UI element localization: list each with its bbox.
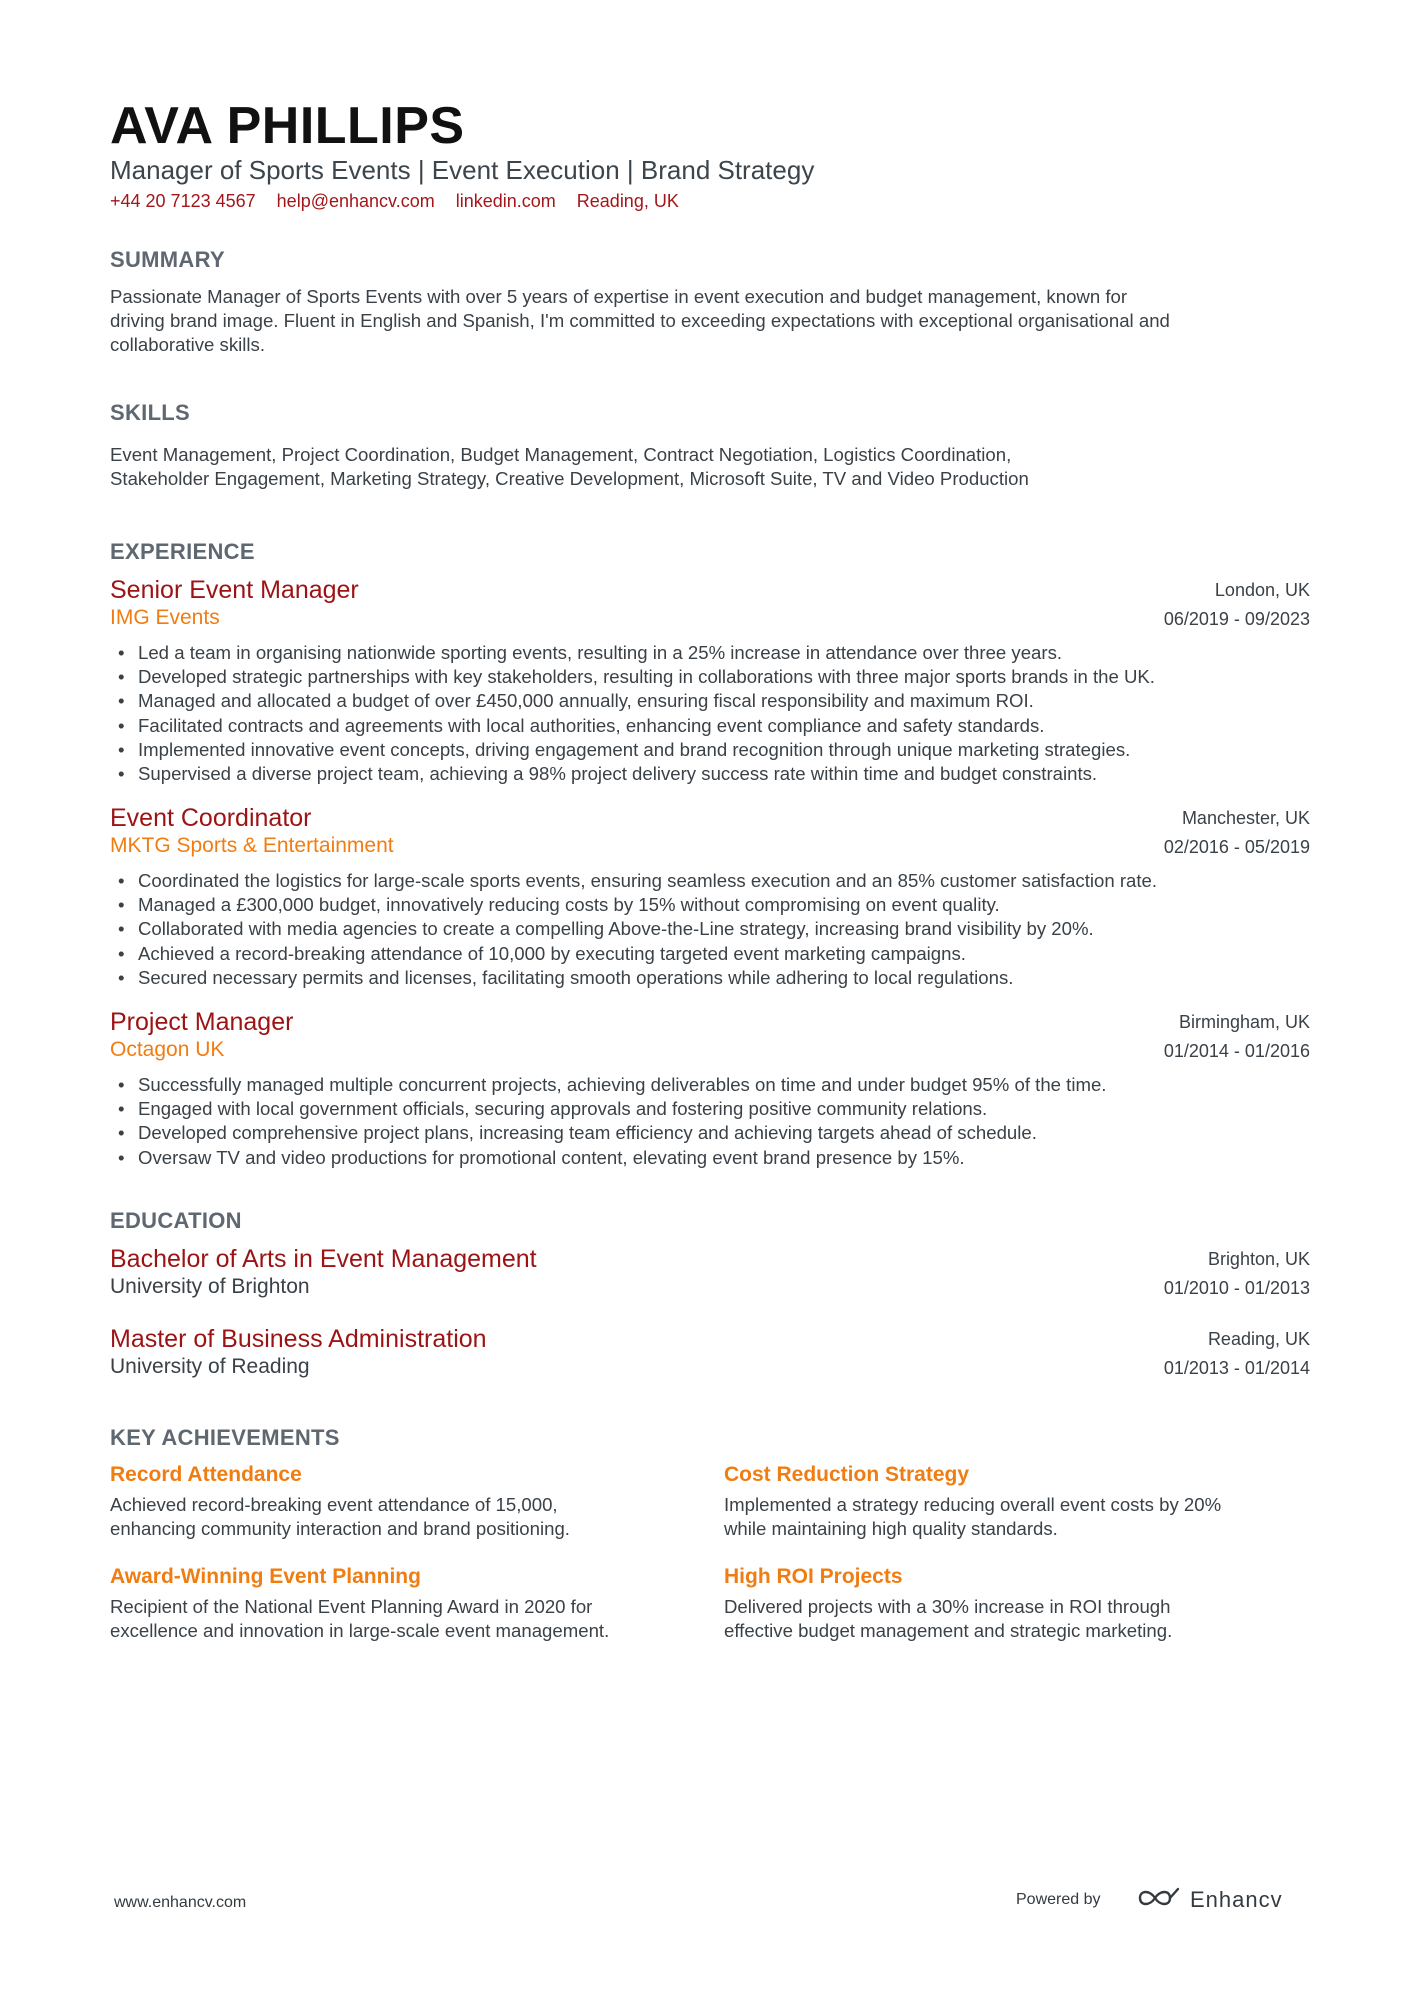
list-item: • Managed a £300,000 budget, innovatively reducing costs by 15% without compromising on event quality.	[110, 893, 1310, 917]
achievement-line: Implemented a strategy reducing overall event costs by 20%	[724, 1494, 1222, 1515]
job-company: Octagon UK	[110, 1038, 225, 1061]
list-item: • Oversaw TV and video productions for promotional content, elevating event brand presence by 15%.	[110, 1146, 1310, 1170]
list-item: • Secured necessary permits and licenses, facilitating smooth operations while adhering to local regulations.	[110, 966, 1310, 990]
achievement-title: Cost Reduction Strategy	[724, 1463, 970, 1486]
school-name: University of Brighton	[110, 1275, 310, 1298]
skills-line: Event Management, Project Coordination, Budget Management, Contract Negotiation, Logistics Coordination,	[110, 444, 1012, 465]
list-item: • Developed comprehensive project plans, increasing team efficiency and achieving targets ahead of schedule.	[110, 1121, 1310, 1145]
skills-text	[110, 443, 1310, 491]
list-item: • Facilitated contracts and agreements with local authorities, enhancing event compliance and safety standards.	[110, 714, 1310, 738]
achievement-title: High ROI Projects	[724, 1565, 903, 1588]
job-title: Event Coordinator	[110, 804, 312, 832]
job-title: Senior Event Manager	[110, 576, 359, 604]
list-item: • Managed and allocated a budget of over £450,000 annually, ensuring fiscal responsibility and maximum ROI.	[110, 689, 1310, 713]
list-item: • Collaborated with media agencies to create a compelling Above-the-Line strategy, increasing brand visibility by 20%.	[110, 917, 1310, 941]
list-item: • Supervised a diverse project team, achieving a 98% project delivery success rate within time and budget constraints.	[110, 762, 1310, 786]
job-dates: 02/2016 - 05/2019	[1163, 837, 1310, 857]
list-item: • Coordinated the logistics for large-scale sports events, ensuring seamless execution and an 85% customer satisfaction rate.	[110, 869, 1310, 893]
candidate-headline: Manager of Sports Events | Event Execution | Brand Strategy	[110, 155, 815, 185]
education-heading: EDUCATION	[110, 1208, 242, 1233]
achievement-line: effective budget management and strategic marketing.	[724, 1620, 1173, 1641]
education-location: Brighton, UK	[1207, 1249, 1310, 1269]
achievement-line: while maintaining high quality standards.	[724, 1518, 1058, 1539]
achievement-line: Delivered projects with a 30% increase in ROI through	[724, 1596, 1171, 1617]
brand-name: Enhancv	[1190, 1887, 1283, 1912]
contact-line	[110, 189, 695, 213]
achievements-heading: KEY ACHIEVEMENTS	[110, 1425, 340, 1450]
enhancv-brand[interactable]	[1136, 1880, 1283, 1920]
skills-line: Stakeholder Engagement, Marketing Strategy, Creative Development, Microsoft Suite, TV and Video Production	[110, 468, 1029, 489]
achievement-title: Record Attendance	[110, 1463, 302, 1486]
job-title: Project Manager	[110, 1008, 294, 1036]
list-item: • Engaged with local government officials, securing approvals and fostering positive community relations.	[110, 1097, 1310, 1121]
job-bullets	[110, 869, 1310, 990]
achievement-line: Recipient of the National Event Planning Award in 2020 for	[110, 1596, 593, 1617]
achievement-description	[724, 1493, 1304, 1541]
summary-line: collaborative skills.	[110, 334, 266, 355]
education-dates: 01/2010 - 01/2013	[1163, 1278, 1310, 1298]
job-location: London, UK	[1214, 580, 1310, 600]
footer-url-link[interactable]: www.enhancv.com	[114, 1894, 247, 1911]
school-name: University of Reading	[110, 1355, 310, 1378]
skills-heading: SKILLS	[110, 400, 191, 425]
summary-line: driving brand image. Fluent in English and Spanish, I'm committed to exceeding expectations with exceptional organisational and	[110, 310, 1170, 331]
job-bullets	[110, 641, 1310, 786]
job-dates: 01/2014 - 01/2016	[1163, 1041, 1310, 1061]
education-location: Reading, UK	[1207, 1329, 1310, 1349]
list-item: • Led a team in organising nationwide sporting events, resulting in a 25% increase in attendance over three years.	[110, 641, 1310, 665]
job-location: Birmingham, UK	[1178, 1012, 1310, 1032]
powered-by-label: Powered by	[1016, 1891, 1101, 1908]
achievement-description	[110, 1595, 690, 1643]
experience-heading: EXPERIENCE	[110, 539, 255, 564]
list-item: • Developed strategic partnerships with key stakeholders, resulting in collaborations with three major sports brands in the UK.	[110, 665, 1310, 689]
enhancv-logo-icon	[1136, 1885, 1182, 1916]
email-link[interactable]: help@enhancv.com	[276, 191, 435, 211]
summary-line: Passionate Manager of Sports Events with over 5 years of expertise in event execution and budget management, known for	[110, 286, 1128, 307]
job-company: MKTG Sports & Entertainment	[110, 834, 394, 857]
achievement-description	[724, 1595, 1304, 1643]
degree-title: Bachelor of Arts in Event Management	[110, 1245, 537, 1273]
list-item: • Implemented innovative event concepts, driving engagement and brand recognition through unique marketing strategies.	[110, 738, 1310, 762]
achievement-line: Achieved record-breaking event attendance of 15,000,	[110, 1494, 558, 1515]
achievement-line: enhancing community interaction and brand positioning.	[110, 1518, 570, 1539]
job-location: Manchester, UK	[1181, 808, 1310, 828]
job-bullets	[110, 1073, 1310, 1170]
list-item: • Successfully managed multiple concurrent projects, achieving deliverables on time and under budget 95% of the time.	[110, 1073, 1310, 1097]
summary-text	[110, 285, 1310, 357]
job-company: IMG Events	[110, 606, 220, 629]
achievement-title: Award-Winning Event Planning	[110, 1565, 421, 1588]
phone-link[interactable]: +44 20 7123 4567	[110, 191, 256, 211]
job-dates: 06/2019 - 09/2023	[1163, 609, 1310, 629]
linkedin-link[interactable]: linkedin.com	[455, 191, 556, 211]
list-item: • Achieved a record-breaking attendance of 10,000 by executing targeted event marketing campaigns.	[110, 942, 1310, 966]
achievement-line: excellence and innovation in large-scale event management.	[110, 1620, 610, 1641]
candidate-name: AVA PHILLIPS	[110, 97, 465, 155]
degree-title: Master of Business Administration	[110, 1325, 487, 1353]
education-dates: 01/2013 - 01/2014	[1163, 1358, 1310, 1378]
location-text: Reading, UK	[576, 191, 679, 211]
summary-heading: SUMMARY	[110, 247, 225, 272]
achievement-description	[110, 1493, 690, 1541]
